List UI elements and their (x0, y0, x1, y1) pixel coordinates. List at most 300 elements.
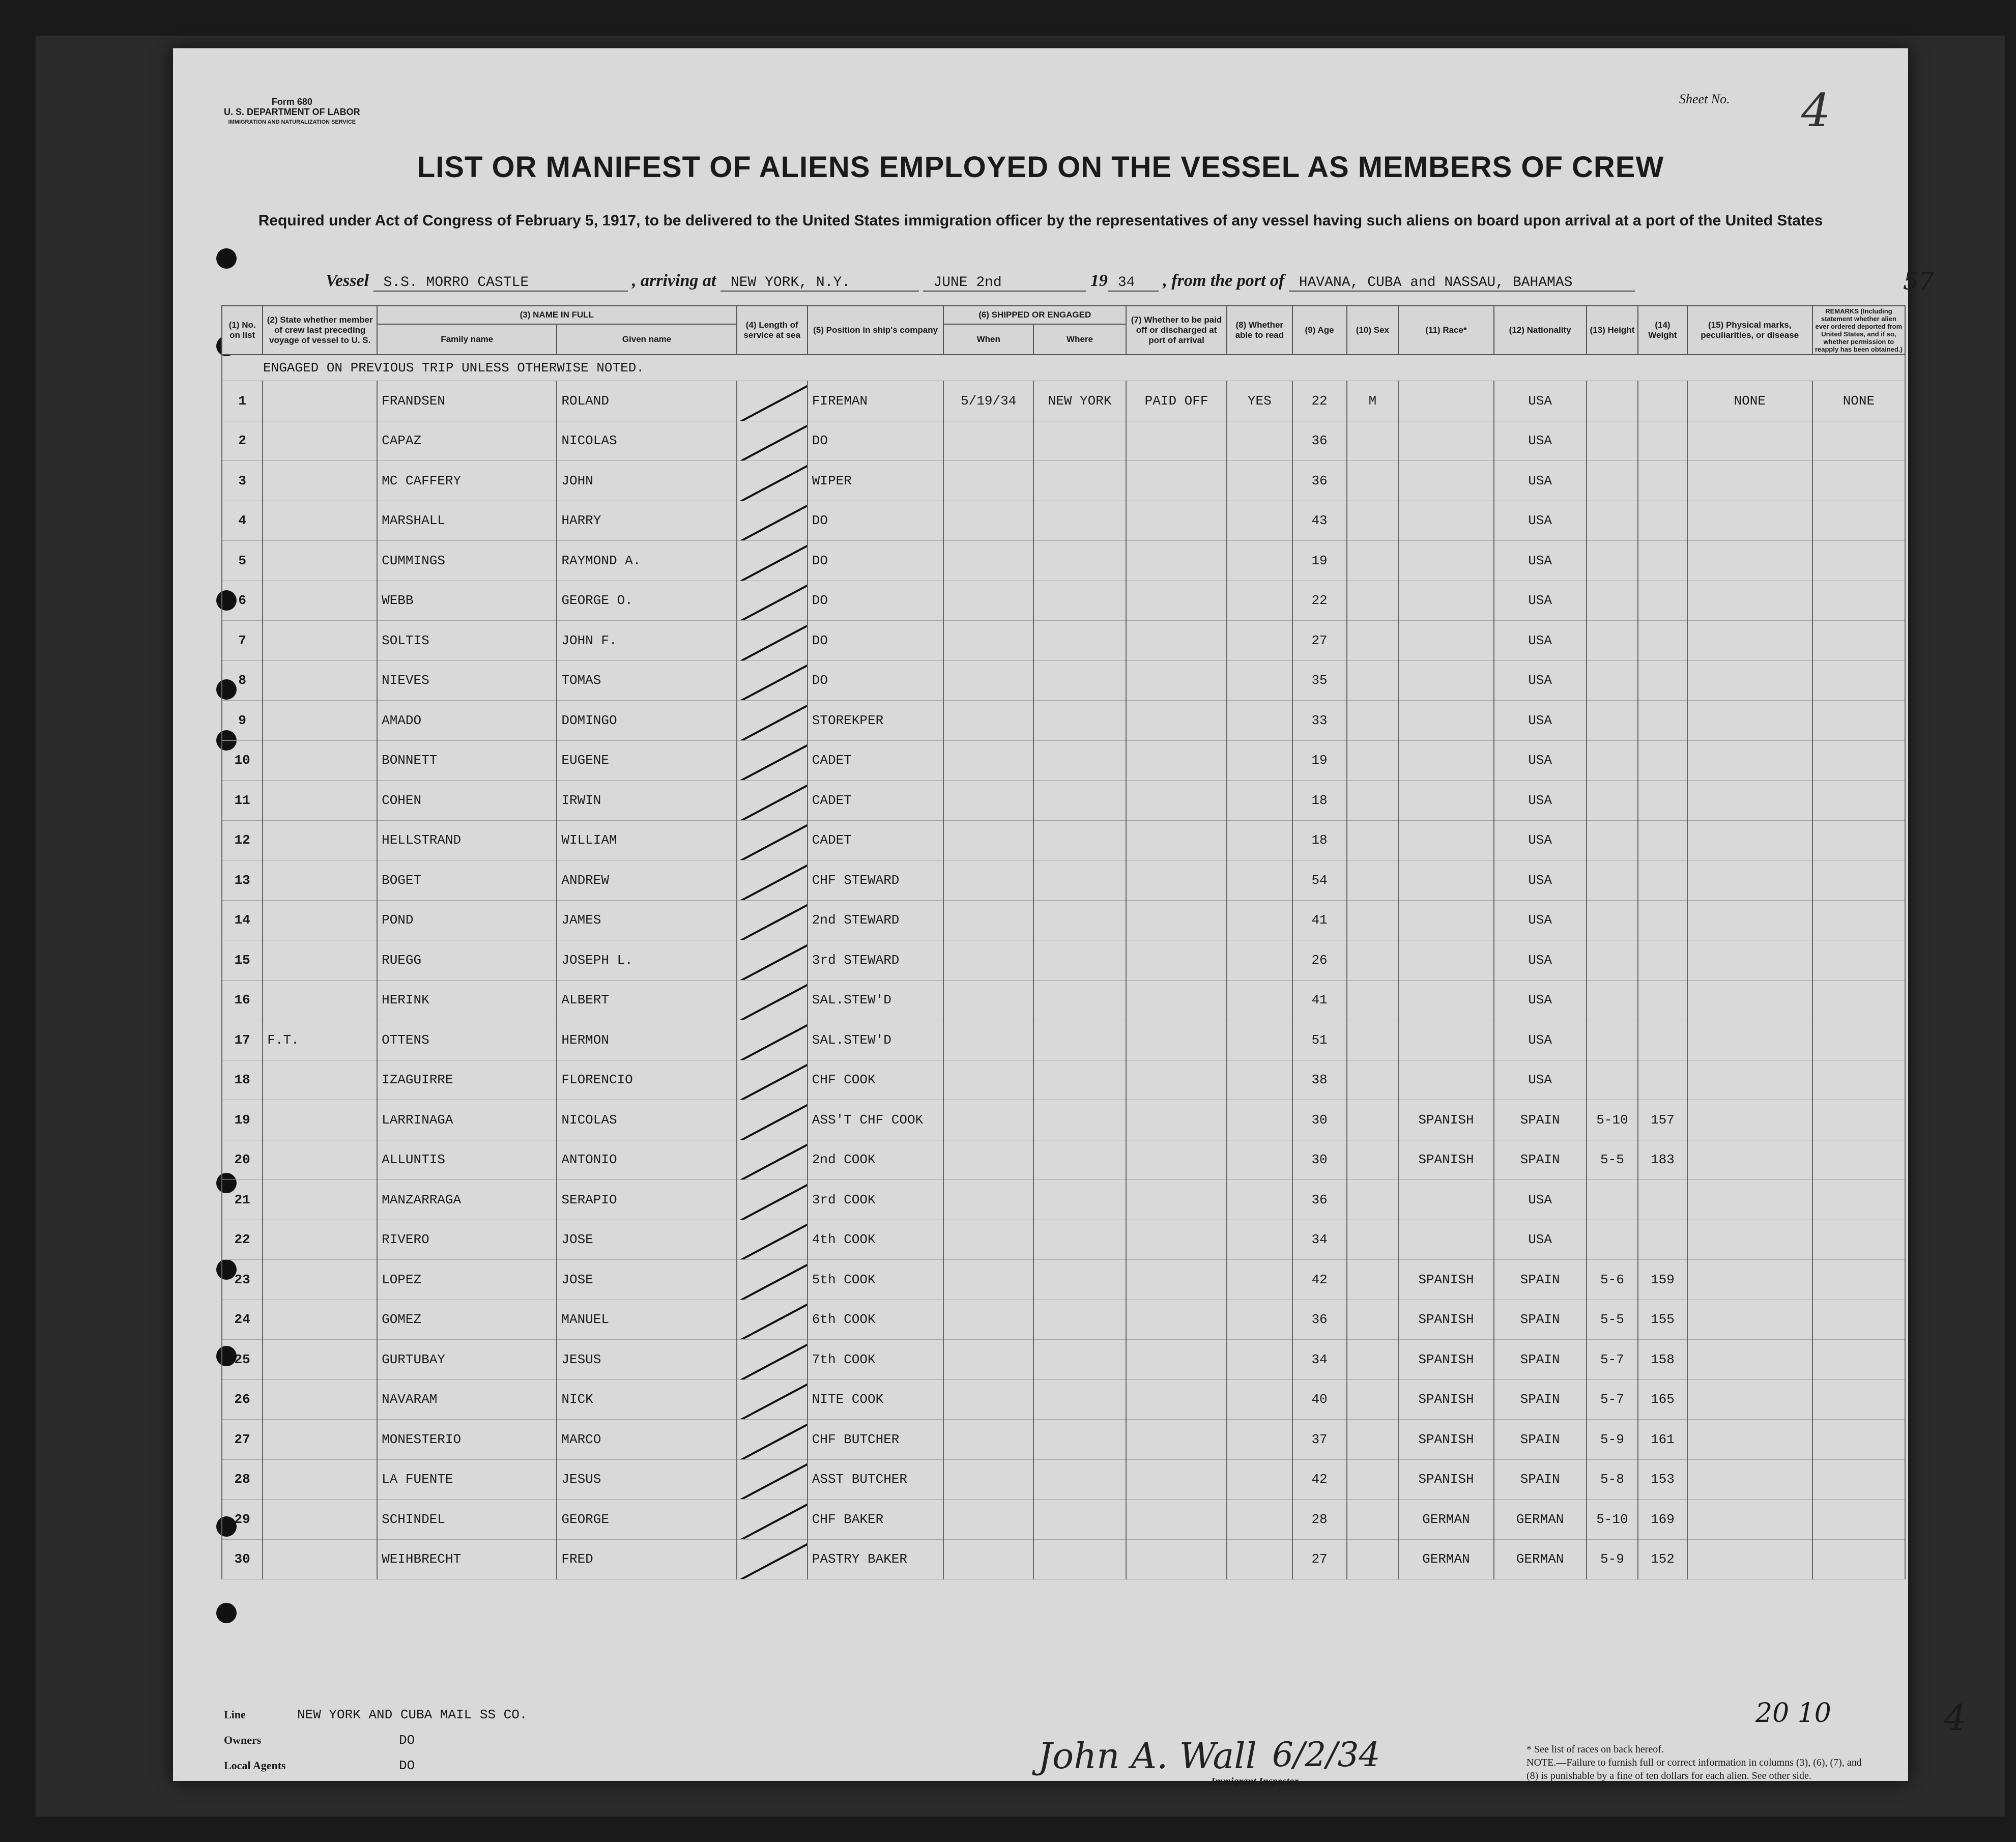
position-cell: DO (808, 581, 944, 621)
remarks-cell (1812, 1180, 1905, 1220)
remarks-cell (1812, 1300, 1905, 1340)
sex-cell (1347, 1459, 1399, 1500)
weight-cell: 159 (1638, 1260, 1687, 1300)
last-voyage-cell (263, 541, 377, 581)
table-row (222, 621, 1905, 661)
family-name-cell: BOGET (377, 860, 557, 901)
department: U. S. DEPARTMENT OF LABOR (224, 107, 360, 117)
physical-marks-cell (1687, 1500, 1812, 1540)
shipped-where-cell (1033, 900, 1126, 940)
table-row (222, 740, 1905, 781)
height-cell (1587, 1220, 1638, 1260)
family-name-cell: MARSHALL (377, 501, 557, 541)
height-cell (1587, 980, 1638, 1020)
nationality-cell: USA (1494, 1020, 1587, 1060)
remarks-cell (1812, 860, 1905, 901)
family-name-cell: WEIHBRECHT (377, 1539, 557, 1579)
physical-marks-cell (1687, 1020, 1812, 1060)
engaged-note: ENGAGED ON PREVIOUS TRIP UNLESS OTHERWISE NOTED. (222, 355, 1905, 381)
shipped-when-cell (943, 860, 1033, 901)
given-name-cell: NICOLAS (557, 1100, 736, 1140)
position-cell: CHF COOK (808, 1060, 944, 1100)
age-cell: 27 (1292, 621, 1347, 661)
paid-off-cell (1126, 421, 1227, 461)
nationality-cell: USA (1494, 860, 1587, 901)
vessel-line (326, 271, 1903, 292)
shipped-where-cell (1033, 1020, 1126, 1060)
paid-off-cell (1126, 581, 1227, 621)
last-voyage-cell (263, 1379, 377, 1420)
given-name-cell: HARRY (557, 501, 736, 541)
check-mark (740, 1383, 807, 1419)
header-remarks: REMARKS (Including statement whether alien ever ordered deported from United States, and if so, whether permission to reapply has been obtained.) (1812, 306, 1905, 355)
weight-cell (1638, 781, 1687, 821)
race-cell (1398, 421, 1493, 461)
age-cell: 27 (1292, 1539, 1347, 1579)
sex-cell (1347, 501, 1399, 541)
family-name-cell: LA FUENTE (377, 1459, 557, 1500)
shipped-when-cell (943, 740, 1033, 781)
shipped-where-cell (1033, 1060, 1126, 1100)
shipped-when-cell (943, 1459, 1033, 1500)
shipped-where-cell (1033, 701, 1126, 741)
position-cell: ASS'T CHF COOK (808, 1100, 944, 1140)
last-voyage-cell (263, 1459, 377, 1500)
last-voyage-cell (263, 1140, 377, 1180)
shipped-when-cell (943, 1379, 1033, 1420)
position-cell: FIREMAN (808, 381, 944, 421)
form-header (224, 97, 360, 127)
age-cell: 35 (1292, 660, 1347, 701)
weight-cell: 169 (1638, 1500, 1687, 1540)
physical-marks-cell (1687, 660, 1812, 701)
shipped-where-cell: NEW YORK (1033, 381, 1126, 421)
position-cell: WIPER (808, 461, 944, 501)
position-cell: 4th COOK (808, 1220, 944, 1260)
length-service-cell (737, 1020, 808, 1060)
row-number-cell: 18 (222, 1060, 263, 1100)
header-physical-marks: (15) Physical marks, peculiarities, or disease (1687, 306, 1812, 355)
remarks-cell (1812, 621, 1905, 661)
check-mark (740, 864, 807, 900)
paid-off-cell (1126, 660, 1227, 701)
height-cell (1587, 581, 1638, 621)
check-mark (740, 1143, 807, 1179)
table-row (222, 660, 1905, 701)
race-cell: SPANISH (1398, 1420, 1493, 1460)
sex-cell (1347, 1260, 1399, 1300)
height-cell (1587, 701, 1638, 741)
race-cell: GERMAN (1398, 1500, 1493, 1540)
family-name-cell: OTTENS (377, 1020, 557, 1060)
shipped-when-cell: 5/19/34 (943, 381, 1033, 421)
length-service-cell (737, 421, 808, 461)
paid-off-cell (1126, 820, 1227, 860)
age-cell: 43 (1292, 501, 1347, 541)
row-number-cell: 8 (222, 660, 263, 701)
position-cell: CADET (808, 740, 944, 781)
shipped-when-cell (943, 1180, 1033, 1220)
shipped-when-cell (943, 1260, 1033, 1300)
weight-cell: 165 (1638, 1379, 1687, 1420)
able-to-read-cell (1227, 621, 1292, 661)
remarks-cell (1812, 1500, 1905, 1540)
length-service-cell (737, 1220, 808, 1260)
position-cell: CHF BAKER (808, 1500, 944, 1540)
able-to-read-cell (1227, 461, 1292, 501)
physical-marks-cell (1687, 541, 1812, 581)
able-to-read-cell (1227, 1300, 1292, 1340)
race-cell (1398, 900, 1493, 940)
footnotes (1527, 1743, 1873, 1782)
header-nationality: (12) Nationality (1494, 306, 1587, 355)
nationality-cell: USA (1494, 740, 1587, 781)
table-row (222, 1500, 1905, 1540)
row-number-cell: 26 (222, 1379, 263, 1420)
form-number: Form 680 (271, 97, 312, 107)
height-cell (1587, 1060, 1638, 1100)
length-service-cell (737, 541, 808, 581)
check-mark (740, 544, 807, 581)
given-name-cell: MARCO (557, 1420, 736, 1460)
age-cell: 18 (1292, 781, 1347, 821)
punch-hole (216, 248, 237, 269)
header-height: (13) Height (1587, 306, 1638, 355)
sex-cell (1347, 701, 1399, 741)
shipped-where-cell (1033, 820, 1126, 860)
length-service-cell (737, 1420, 808, 1460)
sex-cell (1347, 860, 1399, 901)
sex-cell (1347, 581, 1399, 621)
given-name-cell: WILLIAM (557, 820, 736, 860)
length-service-cell (737, 1379, 808, 1420)
family-name-cell: BONNETT (377, 740, 557, 781)
shipped-where-cell (1033, 781, 1126, 821)
able-to-read-cell (1227, 1100, 1292, 1140)
given-name-cell: FRED (557, 1539, 736, 1579)
position-cell: CHF STEWARD (808, 860, 944, 901)
paid-off-cell (1126, 1420, 1227, 1460)
row-number-cell: 24 (222, 1300, 263, 1340)
nationality-cell: USA (1494, 980, 1587, 1020)
check-mark (740, 1263, 807, 1300)
race-cell (1398, 461, 1493, 501)
shipped-where-cell (1033, 421, 1126, 461)
last-voyage-cell (263, 501, 377, 541)
position-cell: DO (808, 660, 944, 701)
last-voyage-cell (263, 1100, 377, 1140)
height-cell: 5-10 (1587, 1100, 1638, 1140)
owners-label: Owners (224, 1734, 262, 1746)
race-cell (1398, 621, 1493, 661)
paid-off-cell (1126, 461, 1227, 501)
race-cell: SPANISH (1398, 1379, 1493, 1420)
check-mark (740, 784, 807, 820)
check-mark (740, 385, 807, 421)
height-cell (1587, 501, 1638, 541)
sheet-number-label: Sheet No. (1679, 92, 1730, 106)
shipped-when-cell (943, 781, 1033, 821)
physical-marks-cell (1687, 900, 1812, 940)
table-row (222, 581, 1905, 621)
family-name-cell: MONESTERIO (377, 1420, 557, 1460)
race-note: * See list of races on back hereof. (1527, 1744, 1664, 1755)
given-name-cell: JAMES (557, 900, 736, 940)
physical-marks-cell (1687, 860, 1812, 901)
weight-cell (1638, 820, 1687, 860)
age-cell: 51 (1292, 1020, 1347, 1060)
shipped-where-cell (1033, 660, 1126, 701)
last-voyage-cell (263, 701, 377, 741)
race-cell (1398, 581, 1493, 621)
check-mark (740, 824, 807, 860)
shipped-when-cell (943, 421, 1033, 461)
last-voyage-cell (263, 940, 377, 981)
last-voyage-cell (263, 1500, 377, 1540)
sex-cell (1347, 1340, 1399, 1380)
length-service-cell (737, 501, 808, 541)
length-service-cell (737, 900, 808, 940)
sex-cell (1347, 1020, 1399, 1060)
race-cell (1398, 781, 1493, 821)
nationality-cell: USA (1494, 660, 1587, 701)
header-length-service: (4) Length of service at sea (737, 306, 808, 355)
sex-cell (1347, 900, 1399, 940)
shipped-where-cell (1033, 1420, 1126, 1460)
given-name-cell: GEORGE (557, 1500, 736, 1540)
family-name-cell: FRANDSEN (377, 381, 557, 421)
sex-cell (1347, 820, 1399, 860)
given-name-cell: SERAPIO (557, 1180, 736, 1220)
shipped-where-cell (1033, 860, 1126, 901)
given-name-cell: NICOLAS (557, 421, 736, 461)
nationality-cell: USA (1494, 781, 1587, 821)
paid-off-cell (1126, 1140, 1227, 1180)
remarks-cell (1812, 421, 1905, 461)
check-mark (740, 1104, 807, 1140)
family-name-cell: HELLSTRAND (377, 820, 557, 860)
table-row (222, 1260, 1905, 1300)
sex-cell (1347, 980, 1399, 1020)
age-cell: 42 (1292, 1260, 1347, 1300)
family-name-cell: RUEGG (377, 940, 557, 981)
length-service-cell (737, 1140, 808, 1180)
position-cell: SAL.STEW'D (808, 1020, 944, 1060)
nationality-cell: SPAIN (1494, 1100, 1587, 1140)
given-name-cell: NICK (557, 1379, 736, 1420)
sex-cell (1347, 1060, 1399, 1100)
last-voyage-cell (263, 581, 377, 621)
given-name-cell: JESUS (557, 1459, 736, 1500)
able-to-read-cell (1227, 940, 1292, 981)
remarks-cell (1812, 1140, 1905, 1180)
given-name-cell: HERMON (557, 1020, 736, 1060)
given-name-cell: ANTONIO (557, 1140, 736, 1180)
family-name-cell: COHEN (377, 781, 557, 821)
able-to-read-cell (1227, 900, 1292, 940)
row-number-cell: 17 (222, 1020, 263, 1060)
table-row (222, 1140, 1905, 1180)
family-name-cell: NAVARAM (377, 1379, 557, 1420)
given-name-cell: DOMINGO (557, 701, 736, 741)
row-number-cell: 13 (222, 860, 263, 901)
physical-marks-cell (1687, 1140, 1812, 1180)
position-cell: NITE COOK (808, 1379, 944, 1420)
sex-cell: M (1347, 381, 1399, 421)
race-cell: SPANISH (1398, 1340, 1493, 1380)
able-to-read-cell (1227, 1220, 1292, 1260)
physical-marks-cell (1687, 501, 1812, 541)
fine-note: NOTE.—Failure to furnish full or correct information in columns (3), (6), (7), and (8) is punishable by a fine of ten dollars for each alien. See other side. (1527, 1757, 1862, 1781)
header-given-name: Given name (557, 324, 736, 355)
table-row (222, 421, 1905, 461)
remarks-cell (1812, 740, 1905, 781)
weight-cell (1638, 1180, 1687, 1220)
weight-cell (1638, 660, 1687, 701)
footer-owners (224, 1733, 415, 1748)
family-name-cell: HERINK (377, 980, 557, 1020)
height-cell (1587, 740, 1638, 781)
header-position: (5) Position in ship's company (808, 306, 944, 355)
sex-cell (1347, 1100, 1399, 1140)
race-cell (1398, 980, 1493, 1020)
shipped-where-cell (1033, 1300, 1126, 1340)
sex-cell (1347, 660, 1399, 701)
paid-off-cell (1126, 1220, 1227, 1260)
table-row (222, 1220, 1905, 1260)
paid-off-cell (1126, 980, 1227, 1020)
race-cell (1398, 1060, 1493, 1100)
family-name-cell: GOMEZ (377, 1300, 557, 1340)
height-cell: 5-10 (1587, 1500, 1638, 1540)
nationality-cell: USA (1494, 421, 1587, 461)
remarks-cell (1812, 900, 1905, 940)
height-cell (1587, 1020, 1638, 1060)
last-voyage-cell (263, 381, 377, 421)
height-cell (1587, 900, 1638, 940)
last-voyage-cell (263, 1260, 377, 1300)
family-name-cell: CAPAZ (377, 421, 557, 461)
physical-marks-cell (1687, 1300, 1812, 1340)
check-mark (740, 1463, 807, 1499)
remarks-cell (1812, 940, 1905, 981)
table-row (222, 1300, 1905, 1340)
given-name-cell: JESUS (557, 1340, 736, 1380)
row-number-cell: 9 (222, 701, 263, 741)
physical-marks-cell (1687, 1539, 1812, 1579)
header-weight: (14) Weight (1638, 306, 1687, 355)
paid-off-cell: PAID OFF (1126, 381, 1227, 421)
last-voyage-cell (263, 1180, 377, 1220)
able-to-read-cell (1227, 1420, 1292, 1460)
page-subtitle: Required under Act of Congress of February 5, 1917, to be delivered to the United States immigration officer by the representatives of any vessel having such aliens on board upon arrival at a port of the United States (258, 212, 1823, 229)
able-to-read-cell (1227, 1539, 1292, 1579)
race-cell (1398, 740, 1493, 781)
remarks-cell (1812, 781, 1905, 821)
manifest-page (173, 48, 1967, 1787)
check-mark (740, 1024, 807, 1060)
able-to-read-cell (1227, 860, 1292, 901)
header-family-name: Family name (377, 324, 557, 355)
length-service-cell (737, 781, 808, 821)
check-mark (740, 1343, 807, 1379)
weight-cell (1638, 900, 1687, 940)
paid-off-cell (1126, 740, 1227, 781)
physical-marks-cell (1687, 701, 1812, 741)
paid-off-cell (1126, 900, 1227, 940)
table-row (222, 940, 1905, 981)
family-name-cell: MC CAFFERY (377, 461, 557, 501)
last-voyage-cell (263, 860, 377, 901)
nationality-cell: SPAIN (1494, 1420, 1587, 1460)
remarks-cell (1812, 980, 1905, 1020)
shipped-where-cell (1033, 541, 1126, 581)
height-cell (1587, 421, 1638, 461)
able-to-read-cell (1227, 501, 1292, 541)
remarks-cell (1812, 501, 1905, 541)
age-cell: 36 (1292, 1180, 1347, 1220)
race-cell: SPANISH (1398, 1260, 1493, 1300)
shipped-when-cell (943, 1539, 1033, 1579)
length-service-cell (737, 980, 808, 1020)
shipped-when-cell (943, 701, 1033, 741)
weight-cell (1638, 701, 1687, 741)
nationality-cell: USA (1494, 820, 1587, 860)
race-cell (1398, 381, 1493, 421)
height-cell (1587, 860, 1638, 901)
sex-cell (1347, 1420, 1399, 1460)
shipped-where-cell (1033, 501, 1126, 541)
length-service-cell (737, 1260, 808, 1300)
sex-cell (1347, 940, 1399, 981)
row-number-cell: 27 (222, 1420, 263, 1460)
physical-marks-cell (1687, 781, 1812, 821)
given-name-cell: ANDREW (557, 860, 736, 901)
nationality-cell: USA (1494, 461, 1587, 501)
arrival-year: 34 (1108, 275, 1159, 292)
row-number-cell: 28 (222, 1459, 263, 1500)
shipped-when-cell (943, 820, 1033, 860)
table-row (222, 860, 1905, 901)
shipped-when-cell (943, 1140, 1033, 1180)
age-cell: 30 (1292, 1140, 1347, 1180)
vessel-name: S.S. MORRO CASTLE (373, 275, 628, 292)
handwritten-code: 57 (1903, 267, 1935, 296)
last-voyage-cell (263, 1060, 377, 1100)
remarks-cell (1812, 1379, 1905, 1420)
family-name-cell: MANZARRAGA (377, 1180, 557, 1220)
sex-cell (1347, 1180, 1399, 1220)
table-row (222, 1379, 1905, 1420)
age-cell: 22 (1292, 381, 1347, 421)
paid-off-cell (1126, 1539, 1227, 1579)
able-to-read-cell (1227, 781, 1292, 821)
able-to-read-cell (1227, 1340, 1292, 1380)
last-voyage-cell (263, 421, 377, 461)
length-service-cell (737, 1500, 808, 1540)
last-voyage-cell (263, 781, 377, 821)
nationality-cell: GERMAN (1494, 1500, 1587, 1540)
shipped-where-cell (1033, 1340, 1126, 1380)
shipped-when-cell (943, 1020, 1033, 1060)
check-mark (740, 1503, 807, 1539)
length-service-cell (737, 1459, 808, 1500)
family-name-cell: LARRINAGA (377, 1100, 557, 1140)
row-number-cell: 22 (222, 1220, 263, 1260)
race-cell (1398, 501, 1493, 541)
height-cell (1587, 621, 1638, 661)
weight-cell: 158 (1638, 1340, 1687, 1380)
